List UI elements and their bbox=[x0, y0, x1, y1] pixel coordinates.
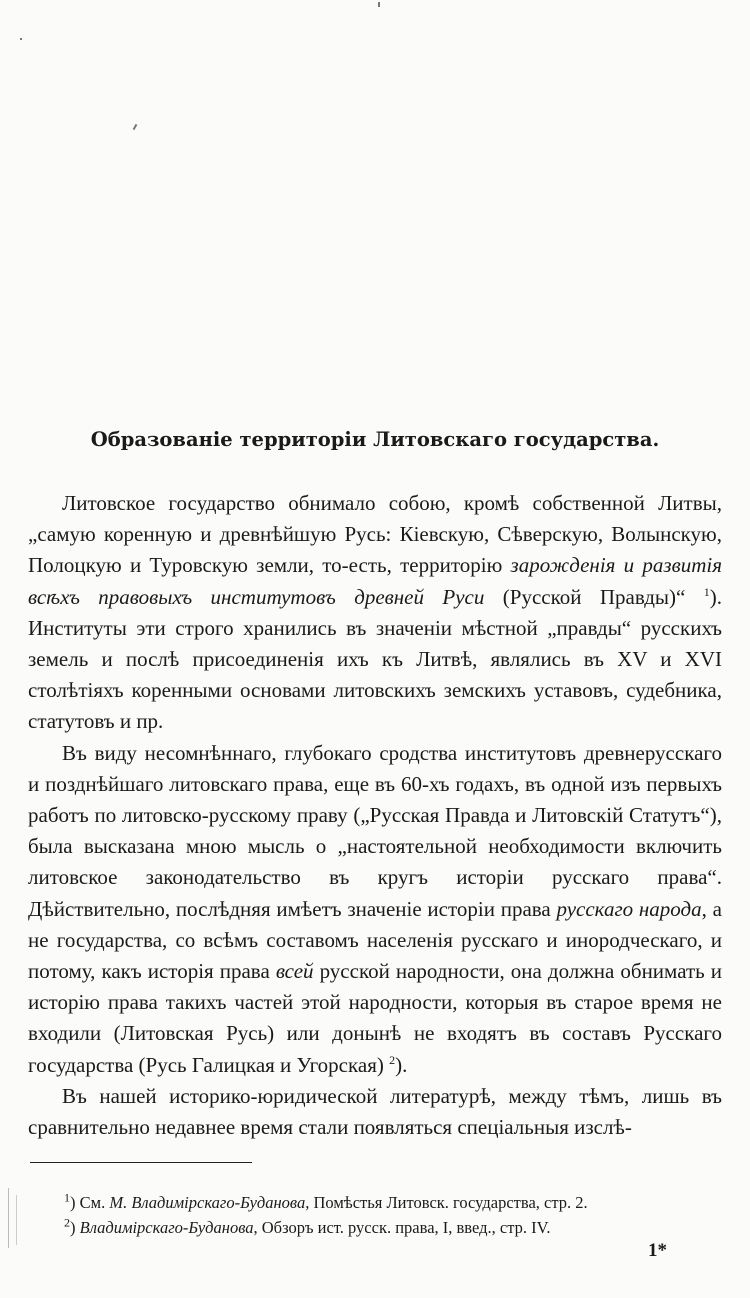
footnote-divider bbox=[30, 1162, 252, 1163]
signature-mark: 1* bbox=[648, 1240, 667, 1261]
footnote-2: $^2$) Владимірскаго-Буданова, Обзоръ ист. русск. права, I, введ., стр. IV. bbox=[64, 1215, 551, 1237]
paragraph-3 bbox=[28, 1081, 722, 1143]
text-run: Въ нашей историко-юридической литературѣ, между тѣмъ, лишь въ сравнительно недавнее время стали появляться спеціальныя изслѣ- bbox=[28, 1083, 722, 1140]
scan-speck bbox=[8, 1188, 9, 1248]
footnotes bbox=[64, 1190, 724, 1240]
scan-speck bbox=[20, 38, 22, 40]
italic-run: русскаго народа bbox=[556, 896, 702, 921]
footnote-1: $^1$) См. М. Владимірскаго-Буданова, Помѣстья Литовск. государства, стр. 2. bbox=[64, 1190, 588, 1212]
scan-speck bbox=[133, 124, 138, 130]
text-run: , Обзоръ ист. русск. права, I, введ., стр. IV. bbox=[253, 1218, 551, 1237]
footnote-ref-1: 1 bbox=[703, 584, 710, 599]
section-title: Образованіе территоріи Литовскаго государства. bbox=[90, 428, 660, 451]
paragraph-2 bbox=[28, 738, 722, 1081]
text-run: , Помѣстья Литовск. государства, стр. 2. bbox=[305, 1193, 588, 1212]
body-text bbox=[28, 488, 722, 1143]
text-run: русской народности, она должна обнимать и исторію права такихъ частей этой народности, которыя въ старое время не входили (Литовская Русь) или донынѣ не входятъ въ составъ Русскаго государства (Русь Галицкая и Угорская) bbox=[28, 959, 723, 1077]
text-run: , а не государства, со всѣмъ составомъ населенія русскаго и инородческаго, и потому, какъ исторія права bbox=[28, 896, 722, 984]
text-run: Въ виду несомнѣннаго, глубокаго сродства институтовъ древнерусскаго и позднѣйшаго литовскаго права, еще въ 60-хъ годахъ, въ одной изъ первыхъ работъ по литовско-русскому праву („Русская Правда и Литовскій Статутъ“), была высказана мною мысль о „настоятельной необходимости включить литовское законодательство въ кругъ исторіи русскаго права“. Дѣйствительно, послѣдняя имѣетъ значеніе исторіи права bbox=[28, 740, 722, 921]
footnote-marker: 2 bbox=[64, 1215, 70, 1230]
footnote-ref-2: 2 bbox=[389, 1052, 396, 1067]
text-run: См. bbox=[79, 1193, 110, 1212]
footnote-marker: 1 bbox=[64, 1190, 70, 1205]
scan-speck bbox=[378, 2, 380, 7]
text-run: (Русской Правды)“ bbox=[484, 584, 704, 609]
paragraph-1 bbox=[28, 488, 722, 738]
text-run: ). Институты эти строго хранились въ значеніи мѣстной „правды“ русскихъ земель и послѣ присоединенія ихъ къ Литвѣ, являлись въ XV и XVI столѣтіяхъ коренными основами литовскихъ земскихъ уставовъ, судебника, статутовъ и пр. bbox=[28, 584, 722, 734]
scan-speck bbox=[16, 1195, 17, 1245]
italic-run: М. Владимірскаго-Буданова bbox=[109, 1193, 306, 1212]
text-run: ). bbox=[395, 1052, 408, 1077]
italic-run: зарожденія и развитія всѣхъ правовыхъ институтовъ древней Руси bbox=[28, 553, 722, 609]
italic-run: всей bbox=[275, 959, 314, 984]
italic-run: Владимірскаго-Буданова bbox=[79, 1218, 254, 1237]
text-run: Литовское государство обнимало собою, кромѣ собственной Литвы, „самую коренную и древнѣйшую Русь: Кіевскую, Сѣверскую, Волынскую, Полоцкую и Туровскую земли, то-есть, территорію bbox=[28, 491, 722, 578]
